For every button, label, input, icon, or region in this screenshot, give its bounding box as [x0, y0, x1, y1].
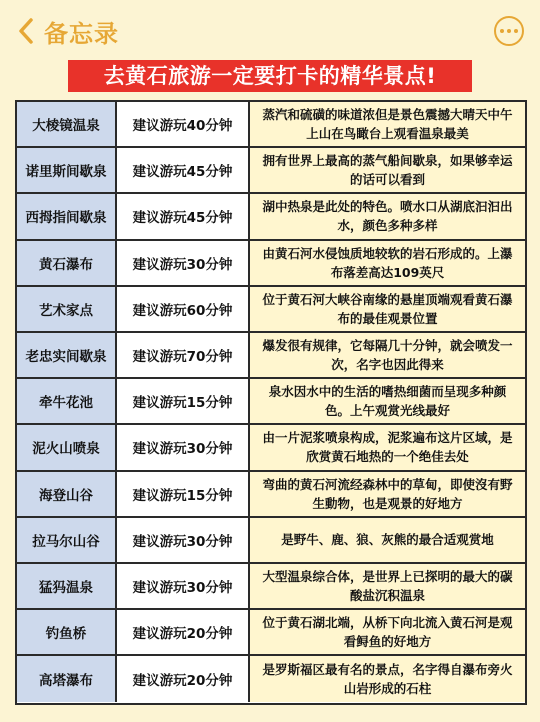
- table-row: [17, 148, 525, 194]
- suggested-time: 建议游玩70分钟: [117, 333, 250, 377]
- attraction-description: 泉水因水中的生活的嗜热细菌而呈现多种颜色。上午观赏光线最好: [250, 379, 525, 423]
- attraction-description: 由一片泥浆喷泉构成，泥浆遍布这片区域，是欣赏黄石地热的一个绝佳去处: [250, 425, 525, 469]
- suggested-time: 建议游玩30分钟: [117, 564, 250, 608]
- attraction-description: 由黄石河水侵蚀质地较软的岩石形成的。上瀑布落差高达109英尺: [250, 241, 525, 285]
- attraction-description: 湖中热泉是此处的特色。喷水口从湖底汩汩出水，颜色多种多样: [250, 194, 525, 238]
- attraction-description: 蒸汽和硫磺的味道浓但是景色震撼大晴天中午上山在鸟瞰台上观看温泉最美: [250, 102, 525, 146]
- suggested-time: 建议游玩15分钟: [117, 379, 250, 423]
- attraction-name: 牵牛花池: [17, 379, 117, 423]
- table-row: [17, 379, 525, 425]
- attraction-name: 猛犸温泉: [17, 564, 117, 608]
- attraction-description: 大型温泉综合体，是世界上已探明的最大的碳酸盐沉积温泉: [250, 564, 525, 608]
- table-row: [17, 102, 525, 148]
- attraction-name: 拉马尔山谷: [17, 518, 117, 562]
- attraction-name: 老忠实间歇泉: [17, 333, 117, 377]
- top-bar: [0, 0, 540, 62]
- suggested-time: 建议游玩40分钟: [117, 102, 250, 146]
- suggested-time: 建议游玩45分钟: [117, 148, 250, 192]
- attraction-name: 西拇指间歇泉: [17, 194, 117, 238]
- table-row: [17, 656, 525, 702]
- attraction-name: 诺里斯间歇泉: [17, 148, 117, 192]
- table-row: [17, 564, 525, 610]
- back-label: 备忘录: [44, 19, 119, 48]
- attraction-name: 艺术家点: [17, 287, 117, 331]
- attraction-description: 弯曲的黄石河流经森林中的草甸，即使沒有野生動物，也是观景的好地方: [250, 472, 525, 516]
- attraction-name: 泥火山喷泉: [17, 425, 117, 469]
- suggested-time: 建议游玩30分钟: [117, 425, 250, 469]
- table-row: [17, 333, 525, 379]
- attraction-description: 是罗斯福区最有名的景点，名字得自瀑布旁火山岩形成的石柱: [250, 656, 525, 702]
- table-row: [17, 610, 525, 656]
- attraction-description: 是野牛、鹿、狼、灰熊的最合适观赏地: [250, 518, 525, 562]
- suggested-time: 建议游玩45分钟: [117, 194, 250, 238]
- attraction-description: 位于黄石湖北端，从桥下向北流入黄石河是观看鲟鱼的好地方: [250, 610, 525, 654]
- attraction-name: 海登山谷: [17, 472, 117, 516]
- suggested-time: 建议游玩30分钟: [117, 241, 250, 285]
- attraction-name: 钓鱼桥: [17, 610, 117, 654]
- chevron-left-icon: [16, 17, 36, 45]
- page-title: 去黄石旅游一定要打卡的精华景点!: [68, 60, 472, 92]
- attraction-description: 爆发很有规律，它每隔几十分钟，就会喷发一次，名字也因此得来: [250, 333, 525, 377]
- table-row: [17, 518, 525, 564]
- more-button[interactable]: [494, 16, 524, 46]
- back-button[interactable]: [16, 14, 119, 48]
- suggested-time: 建议游玩15分钟: [117, 472, 250, 516]
- attraction-name: 黄石瀑布: [17, 241, 117, 285]
- table-row: [17, 472, 525, 518]
- attraction-description: 位于黄石河大峡谷南缘的悬崖顶端观看黄石瀑布的最佳观景位置: [250, 287, 525, 331]
- attractions-table: [15, 100, 527, 705]
- suggested-time: 建议游玩20分钟: [117, 610, 250, 654]
- more-icon: [500, 29, 504, 33]
- table-row: [17, 425, 525, 471]
- suggested-time: 建议游玩60分钟: [117, 287, 250, 331]
- attraction-description: 拥有世界上最高的蒸气船间歇泉，如果够幸运的话可以看到: [250, 148, 525, 192]
- table-row: [17, 194, 525, 240]
- suggested-time: 建议游玩30分钟: [117, 518, 250, 562]
- table-row: [17, 241, 525, 287]
- suggested-time: 建议游玩20分钟: [117, 656, 250, 702]
- table-row: [17, 287, 525, 333]
- attraction-name: 高塔瀑布: [17, 656, 117, 702]
- attraction-name: 大棱镜温泉: [17, 102, 117, 146]
